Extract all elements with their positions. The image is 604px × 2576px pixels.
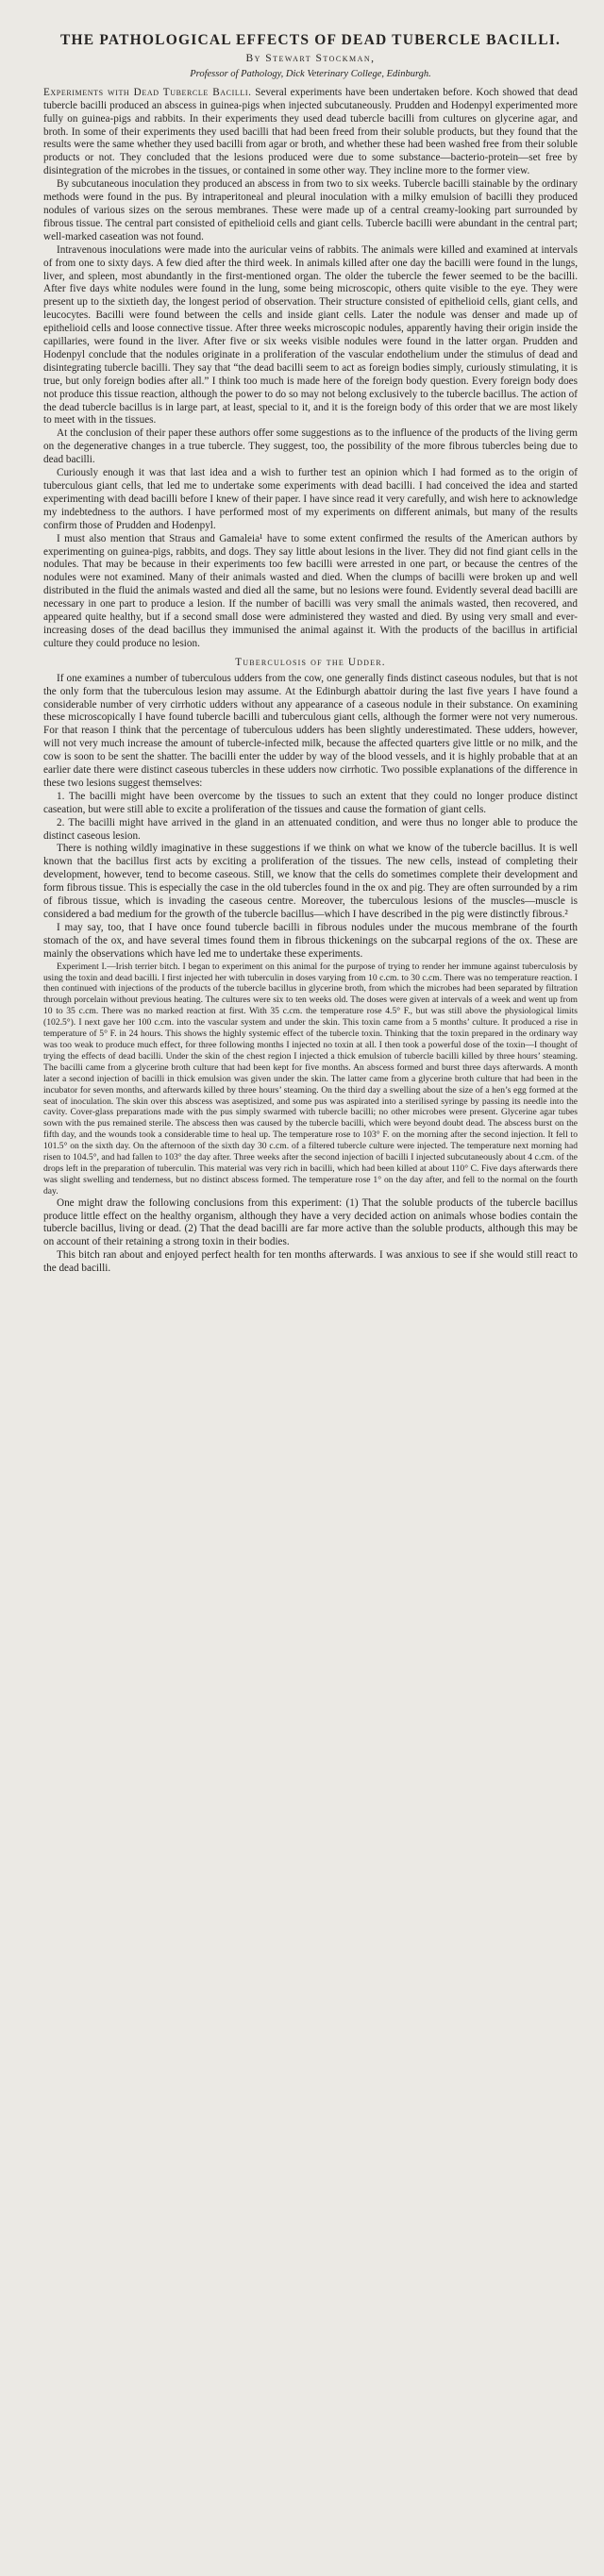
article-column [43, 32, 578, 1276]
section-heading: Tuberculosis of the Udder. [235, 656, 386, 668]
conclusion-paragraph: One might draw the following conclusions from this experiment: (1) That the soluble products of the tubercle bacillus produce little effect on the healthy organism, although they have a very decided action on animals whose bodies contain the tubercle bacillus, living or dead. (2) That the dead bacilli are far more active than the soluble products, although this may be on account of their retaining a strong toxin in their bodies. [43, 1196, 578, 1248]
intro-paragraph-1: Several experiments have been undertaken before. Koch showed that dead tubercle bacilli produced an abscess in guinea-pigs when injected subcutaneously. Prudden and Hodenpyl experimented more fully on guinea-pigs and rabbits. In their experiments they used dead tubercle bacilli from cultures on glycerine agar, and broth. In some of their experiments they used bacilli that had been freed from their soluble products, but they found that the results were the same whether they used bacilli from agar or broth, and whether these had been washed free from their soluble products or not. They concluded that the lesions produced were due to some substance—bacterio-protein—set free by disintegration of the microbes in the tissues, or contained in some other way. They incline more to the former view. [43, 86, 578, 177]
intro-paragraph-4: At the conclusion of their paper these authors offer some suggestions as to the influence of the products of the living germ on the degenerative changes in a true tubercle. They suggest, too, the possibility of the more fibrous tubercles being due to dead bacilli. [43, 427, 578, 466]
final-paragraph: This bitch ran about and enjoyed perfect health for ten months afterwards. I was anxious to see if she would still react to the dead bacilli. [43, 1249, 578, 1275]
experiment-one-text: Experiment I.—Irish terrier bitch. I began to experiment on this animal for the purpose of trying to render her immune against tuberculosis by using the toxin and dead bacilli. I first injected her with tuberculin in doses varying from 10 c.cm. to 30 c.cm. There was no temperature reaction. I then continued with injections of the products of the tubercle bacillus in glycerine broth, from which the microbes had been separated by filtration through porcelain without previous heating. The cultures were six to ten weeks old. The doses were given at intervals of a week and went up from 10 to 35 c.cm. There was no marked reaction at first. With 35 c.cm. the temperature rose 4.5° F., but was still above the physiological limits (102.5°). I next gave her 100 c.cm. into the vascular system and under the skin. This toxin came from a 5 months’ culture. It produced a rise in temperature of 5° F. in 24 hours. This shows the highly systemic effect of the tubercle toxin. Thinking that the toxin prepared in the ordinary way was too weak to produce much effect, for three following months I injected no toxin at all. I then took a powerful dose of the toxin—I thought of trying the effects of dead bacilli. Under the skin of the chest region I injected a thick emulsion of tubercle bacilli killed by three hours’ steaming. The bacilli came from a glycerine broth culture that had been kept for five months. An abscess formed and burst three days afterwards. A month later a second injection of bacilli in thick emulsion was given under the skin. The latter came from a glycerine broth culture that had been in the incubator for seven months, and afterwards killed by three hours’ steaming. On the third day a swelling about the size of a hen’s egg formed at the seat of inoculation. The skin over this abscess was aseptisized, and some pus was aspirated into a sterilised syringe by passing its needle into the cavity. Cover-glass preparations made with the pus simply swarmed with tubercle bacilli; no other microbes were present. Glycerine agar tubes sown with the pus remained sterile. The abscess then was caused by the tubercle bacilli, which were beyond doubt dead. The abscess burst on the fifth day, and the wounds took a considerable time to heal up. The temperature rose to 103° F. on the morning after the second injection. It fell to 101.5° on the sixth day. On the afternoon of the sixth day 30 c.cm. of a filtered tubercle culture were injected. The temperature next morning had risen to 104.5°, and had fallen to 103° the day after. Three weeks after the second injection of bacilli I injected subcutaneously about 4 c.cm. of the drops left in the preparation of tuberculin. This material was very rich in bacilli, which had been killed at about 110° C. Five days afterwards there was slight swelling and tenderness, but no distinct abscess formed. The temperature rose 1° on the day after, and fell to the normal on the fourth day. [43, 961, 578, 1196]
intro-paragraph-3: Intravenous inoculations were made into the auricular veins of rabbits. The animals were killed and examined at intervals of from one to sixty days. A few died after the third week. In animals killed after one day the bacilli were found in the lungs, liver, and spleen, most abundantly in the first-mentioned organ. The older the tubercle the fewer seemed to be the bacilli. After five days white nodules were found in the lung, some being microscopic, others quite visible to the eye. They were present up to the sixtieth day, the longest period of observation. Their structure consisted of epithelioid cells, giant cells, and leucocytes. Bacilli were found between the cells and inside giant cells. Later the nodule was denser and made up of epithelioid cells and loose connective tissue. After three weeks microscopic nodules, apparently having their origin inside the capillaries, were found in the liver. After five or six weeks visible nodules were found in the latter organ. Prudden and Hodenpyl conclude that the nodules originate in a proliferation of the vascular endothelium under the stimulus of dead and disintegrating tubercle bacilli. They say that “the dead bacilli seem to act as foreign bodies simply, curiously stimulating, it is true, but only foreign bodies after all.” I think too much is made here of the foreign body question. Every foreign body does not produce this tissue reaction, although the power to do so may not belong exclusively to the tubercle bacillus. The action of the dead tubercle bacillus is in large part, at least, special to it, and it is the foreign body of this order that we are most likely to meet with in the tissues. [43, 243, 578, 427]
udder-paragraph-1: If one examines a number of tuberculous udders from the cow, one generally finds distinct caseous nodules, but that is not the only form that the tuberculous lesion may assume. At the Edinburgh abattoir during the last five years I have found a considerable number of very cirrhotic udders without any appearance of a caseous nodule in their substance. On examining these microscopically I have found tubercle bacilli and tuberculous giant cells, although the former were not very numerous. For that reason I think that the percentage of tuberculous udders has been slightly underestimated. These udders, however, will not very much increase the amount of tubercle-infected milk, because the affected quarters give little or no milk, and the cow is soon to be sent the shatter. The bacilli enter the udder by way of the blood vessels, and it is highly probable that at an earlier date there were distinct caseous tubercles in these udders now cirrhotic. Two possible explanations of the difference in these two lesions suggest themselves: [43, 672, 578, 789]
author-byline: By Stewart Stockman, [245, 53, 376, 64]
intro-lead-paragraph [43, 87, 578, 178]
intro-paragraph-2: By subcutaneous inoculation they produced an abscess in from two to six weeks. Tubercle bacilli stainable by the ordinary methods were found in the pus. By intraperitoneal and pleural inoculation with a milky emulsion of bacilli they produced nodules of various sizes on the serous membranes. These were made up of a central creamy-looking part surrounded by fibrous tissue. The central part consisted of epithelioid cells and giant cells. Tubercle bacilli were abundant in the central part; well-marked caseation was not found. [43, 178, 578, 243]
udder-paragraph-3: I may say, too, that I have once found tubercle bacilli in fibrous nodules under the mucous membrane of the fourth stomach of the ox, and have several times found them in fibrous thickenings on the subcarpal regions of the ox. These are mainly the observations which have led me to undertake these experiments. [43, 921, 578, 960]
author-affiliation: Professor of Pathology, Dick Veterinary College, Edinburgh. [190, 68, 431, 79]
intro-paragraph-6: I must also mention that Straus and Gamaleia¹ have to some extent confirmed the results of the American authors by experimenting on guinea-pigs, rabbits, and dogs. They say little about lesions in the liver. They did not find giant cells in the nodules. That may be because in their experiments too few bacilli were arrested in one part, or because the centres of the nodules were not examined. Many of their animals wasted and died. When the clumps of bacilli were broken up and well distributed in the fluid the animals wasted and died all the same, but no lesions were found. Evidently several dead bacilli are necessary in one part to produce a lesion. If the number of bacilli was very small the animals wasted, then recovered, and appeared quite healthy, but if a second small dose were administered they wasted and died. By using very small and ever-increasing doses of the dead bacillus they immunised the animal against it. With the products of the bacillus in artificial culture they could produce no lesion. [43, 532, 578, 649]
udder-point-2: 2. The bacilli might have arrived in the gland in an attenuated condition, and were thus no longer able to produce the distinct caseous lesion. [43, 816, 578, 842]
udder-point-1: 1. The bacilli might have been overcome by the tissues to such an extent that they could no longer produce distinct caseation, but were still able to excite a proliferation of the tissues and cause the formation of giant cells. [43, 790, 578, 815]
article-title: THE PATHOLOGICAL EFFECTS OF DEAD TUBERCLE BACILLI. [59, 32, 562, 48]
intro-paragraph-5: Curiously enough it was that last idea and a wish to further test an opinion which I had formed as to the origin of tuberculous giant cells, that led me to undertake some experiments with dead bacilli. I had conceived the idea and started experimenting with dead bacilli before I knew of their paper. I have since read it very carefully, and wish here to acknowledge my indebtedness to the authors. I have performed most of my experiments on different animals, but many of the results confirm those of Prudden and Hodenpyl. [43, 467, 578, 531]
udder-paragraph-2: There is nothing wildly imaginative in these suggestions if we think on what we know of the tubercle bacillus. It is well known that the bacillus first acts by exciting a proliferation of the tissues. The new cells, instead of completing their development, however, tend to become caseous. Still, we know that the cells do sometimes complete their development and form fibrous tissue. This is especially the case in the old tubercles found in the ox and pig. They are often surrounded by a rim of fibrous tissue, which is invading the caseous centre. Moreover, the tuberculous lesions of the muscles—muscle is considered a bad medium for the growth of the tubercle bacillus—which I have described in the pig were distinctly fibrous.² [43, 843, 578, 920]
lead-small-caps: Experiments with Dead Tubercle Bacilli. [43, 86, 252, 98]
